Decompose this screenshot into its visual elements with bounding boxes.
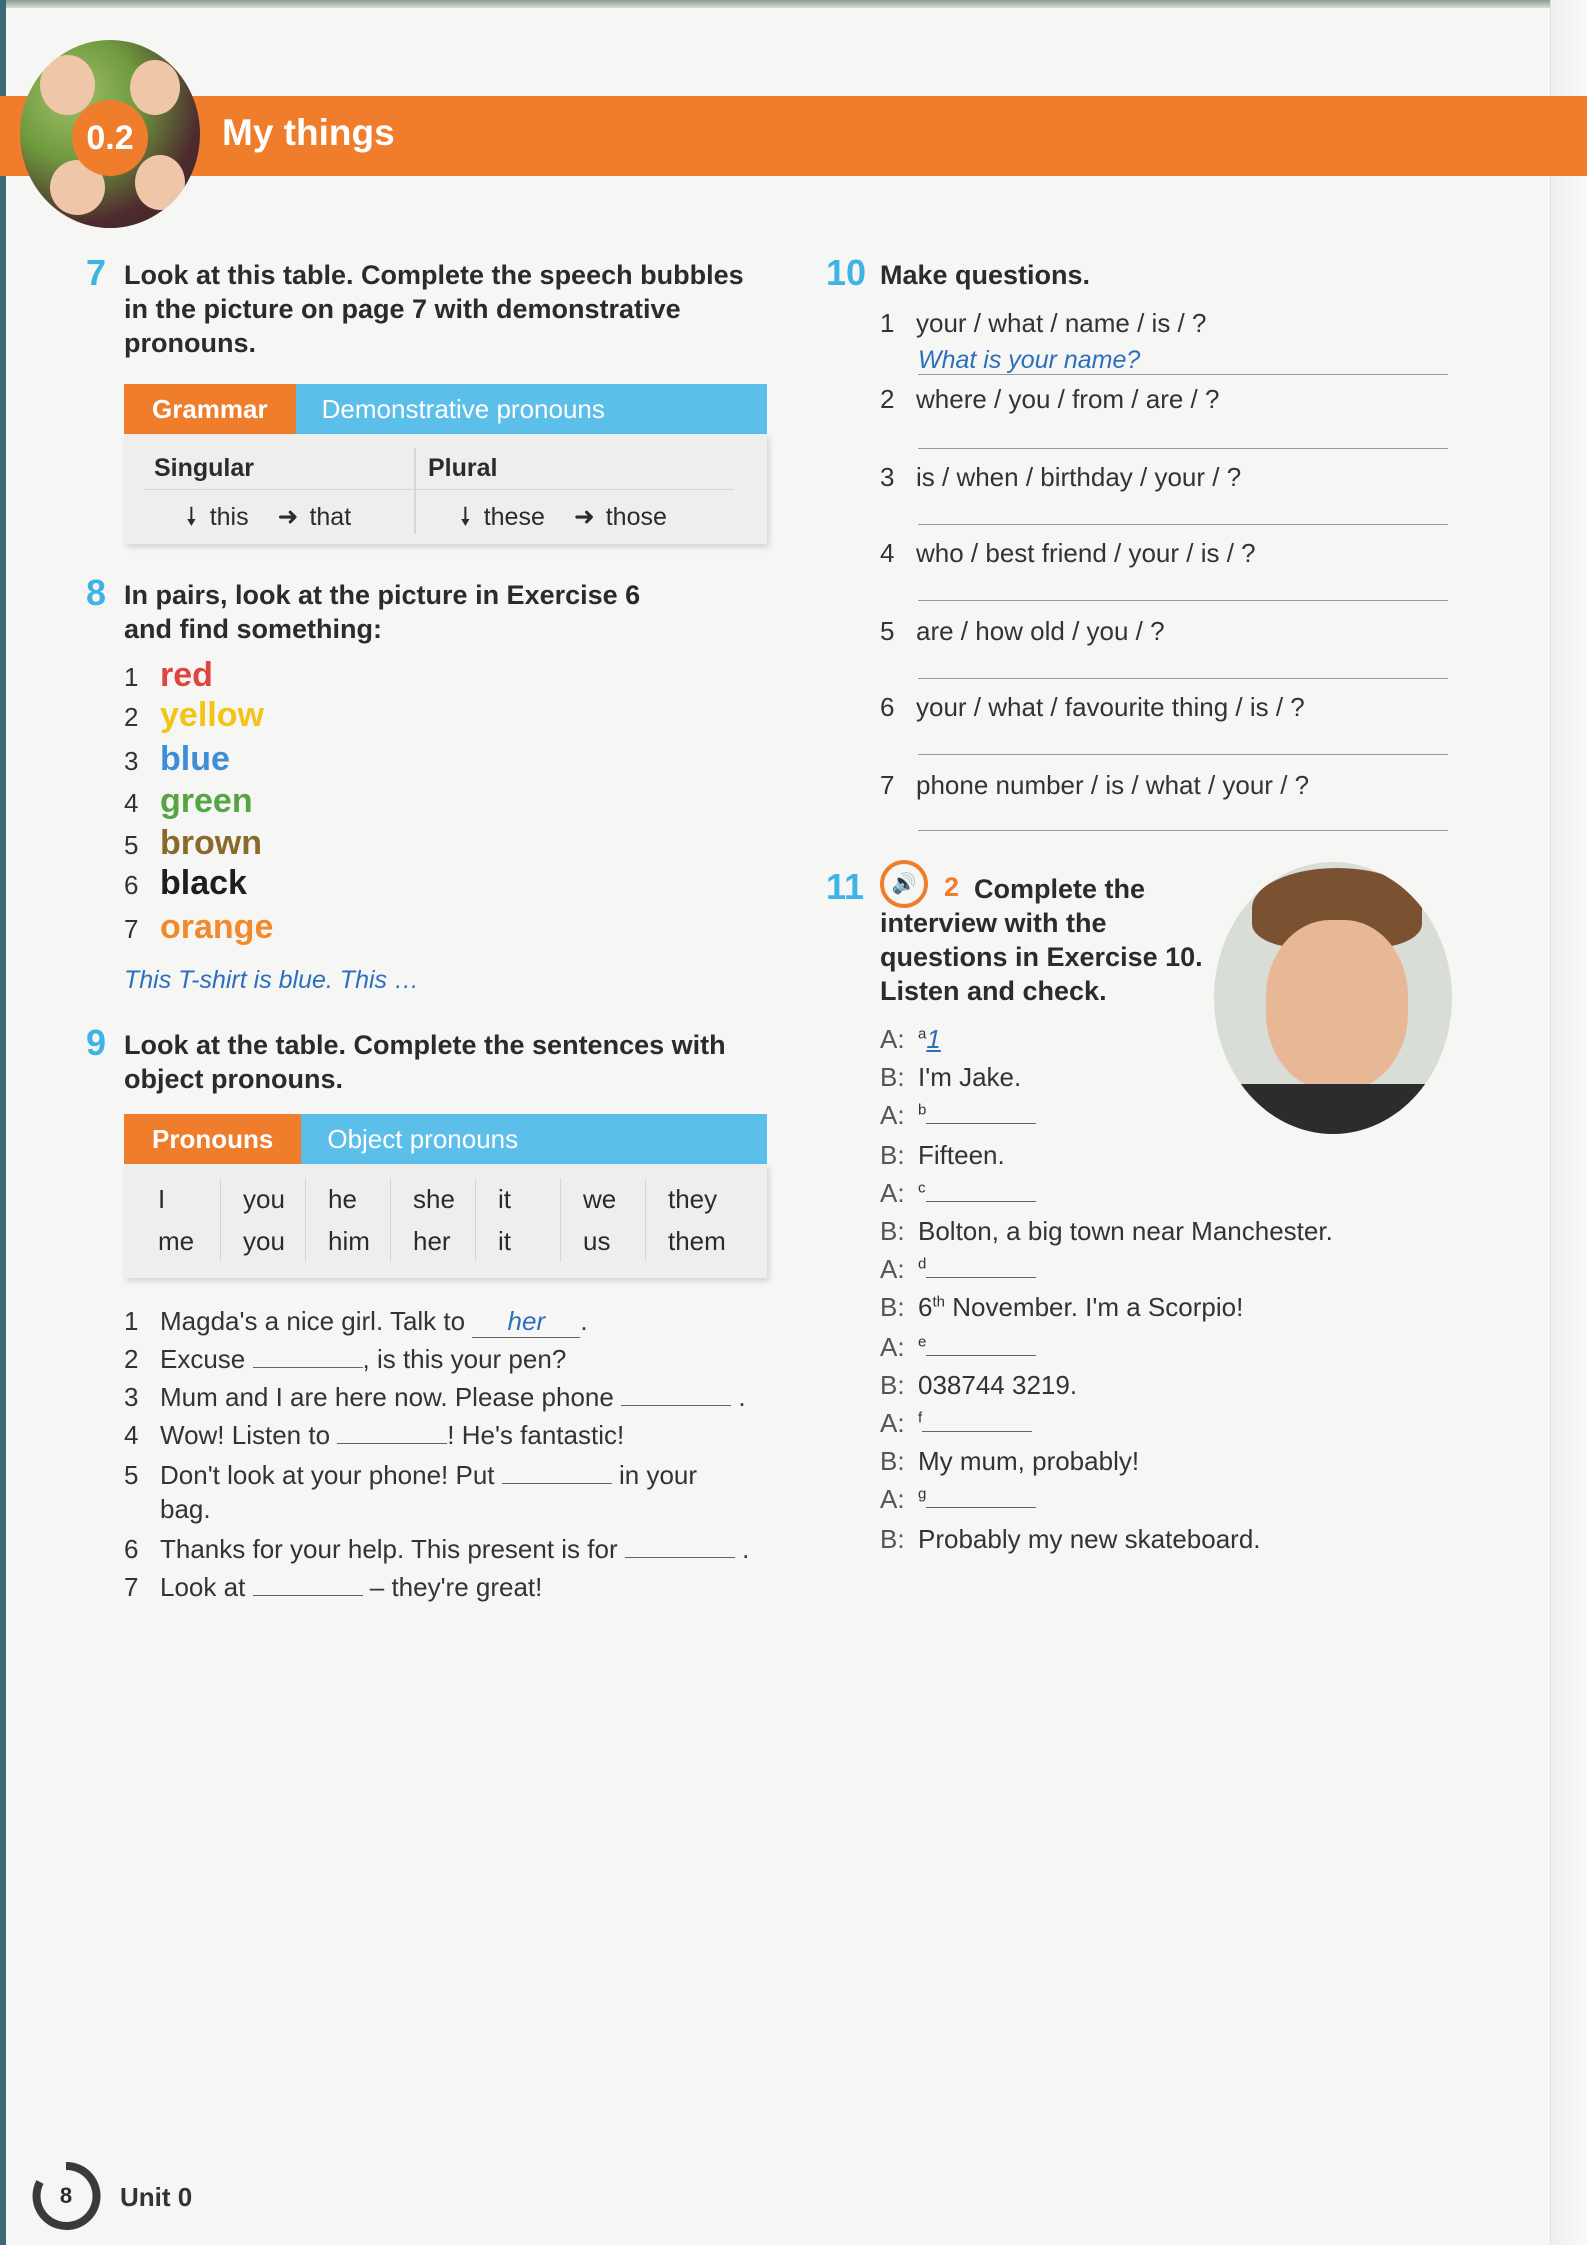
ex9-item-1: 1 Magda's a nice girl. Talk to her . <box>124 1306 588 1336</box>
pronoun-that: that <box>309 503 352 531</box>
interviewee-photo <box>1214 862 1452 1134</box>
exercise-8-instruction: In pairs, look at the picture in Exercise 6 and find something: <box>124 580 641 644</box>
pronouns-box-body <box>124 1164 767 1278</box>
answer-blank[interactable] <box>922 1413 1032 1432</box>
grammar-box-header <box>124 384 767 434</box>
dialogue-line: B: My mum, probably! <box>880 1446 1140 1476</box>
right-arrow-icon: ➜ <box>277 503 299 531</box>
dialogue-line: B: Probably my new skateboard. <box>880 1524 1261 1554</box>
answer-blank[interactable]: 1 <box>926 1024 941 1054</box>
answer-blank[interactable] <box>926 1105 1036 1124</box>
answer-line[interactable] <box>918 600 1448 601</box>
answer-blank[interactable] <box>337 1425 447 1444</box>
answer-blank[interactable] <box>253 1349 363 1368</box>
dialogue-line: B: I'm Jake. <box>880 1062 1022 1092</box>
ex10-item-7: 7 phone number / is / what / your / ? <box>880 770 1310 800</box>
grammar-title: Demonstrative pronouns <box>296 384 767 434</box>
answer-blank[interactable] <box>621 1387 731 1406</box>
colour-word: black <box>160 864 247 902</box>
right-arrow-icon: ➜ <box>573 503 595 531</box>
answer-blank[interactable] <box>926 1183 1036 1202</box>
dialogue-line: A: $^c$ <box>880 1178 1036 1209</box>
exercise-11-instruction: Complete the interview with the questions in Exercise 10. Listen and check. <box>880 874 1203 1006</box>
page-left-edge <box>0 0 6 2245</box>
pronoun-these: these <box>483 503 545 531</box>
colour-word: brown <box>160 824 262 862</box>
dialogue-line: A: $^d$ <box>880 1254 1036 1285</box>
answer-line[interactable] <box>918 374 1448 375</box>
pronoun-this: this <box>209 503 249 531</box>
dialogue-line: B: Fifteen. <box>880 1140 1005 1170</box>
answer-blank[interactable] <box>253 1577 363 1596</box>
ex10-item-2: 2 where / you / from / are / ? <box>880 384 1220 414</box>
audio-icon[interactable]: 🔊 <box>880 860 928 908</box>
answer-line[interactable] <box>918 448 1448 449</box>
pronouns-box-header <box>124 1114 767 1164</box>
object-pronouns-row: me you him her it us them <box>136 1220 730 1262</box>
answer-blank[interactable] <box>502 1465 612 1484</box>
colour-item-1: 1 red <box>124 656 213 694</box>
dialogue-line: B: Bolton, a big town near Manchester. <box>880 1216 1333 1246</box>
colour-word: yellow <box>160 696 264 734</box>
exercise-8-number: 8 <box>86 572 107 613</box>
exercise-7-instruction: Look at this table. Complete the speech bubbles in the picture on page 7 with demonstrative pronouns. <box>124 260 744 358</box>
exercise-9-instruction: Look at the table. Complete the sentences with object pronouns. <box>124 1030 726 1094</box>
colour-word: orange <box>160 908 274 946</box>
ex9-item-6: 6 Thanks for your help. This present is for . <box>124 1534 750 1564</box>
exercise-7-number: 7 <box>86 252 107 293</box>
lesson-title: My things <box>222 112 395 153</box>
pronouns-label: Pronouns <box>124 1114 301 1164</box>
answer-line[interactable] <box>918 754 1448 755</box>
page-top-edge <box>0 0 1587 8</box>
dialogue-line: A: $^g$ <box>880 1484 1036 1515</box>
grammar-box-body <box>124 434 767 544</box>
down-arrow-icon: 🠗 <box>460 503 471 531</box>
dialogue-line: A: $^a$1 <box>880 1024 941 1054</box>
page-right-margin <box>1550 0 1587 2245</box>
singular-heading: Singular <box>154 454 255 482</box>
answer-blank[interactable] <box>625 1539 735 1558</box>
page-number-badge <box>30 2160 102 2232</box>
exercise-8-example: This T-shirt is blue. This … <box>124 966 419 994</box>
colour-item-3: 3 blue <box>124 740 230 778</box>
dialogue-line: A: $^f$ <box>880 1408 1032 1439</box>
ex10-answer-1: What is your name? <box>918 346 1141 374</box>
colour-word: red <box>160 656 213 694</box>
answer-blank[interactable] <box>926 1337 1036 1356</box>
down-arrow-icon: 🠗 <box>186 503 197 531</box>
dialogue-line: B: 038744 3219. <box>880 1370 1078 1400</box>
dialogue-line: A: $^b$ <box>880 1100 1036 1131</box>
dialogue-line: A: $^e$ <box>880 1332 1036 1363</box>
ex9-item-2: 2 Excuse , is this your pen? <box>124 1344 567 1374</box>
colour-item-7: 7 orange <box>124 908 274 946</box>
lesson-badge: 0.2 <box>72 100 148 176</box>
ex9-item-5-continued: bag. <box>160 1494 211 1524</box>
colour-word: blue <box>160 740 230 778</box>
colour-word: green <box>160 782 253 820</box>
plural-heading: Plural <box>428 454 498 482</box>
exercise-10-number: 10 <box>826 252 867 293</box>
pronouns-table <box>136 1178 730 1262</box>
dialogue-line: B: 6th November. I'm a Scorpio! <box>880 1292 1244 1322</box>
ex9-item-7: 7 Look at – they're great! <box>124 1572 543 1602</box>
answer-blank[interactable] <box>926 1259 1036 1278</box>
exercise-10-instruction: Make questions. <box>880 260 1091 290</box>
answer-line[interactable] <box>918 524 1448 525</box>
ex9-item-5: 5 Don't look at your phone! Put in your <box>124 1460 698 1490</box>
exercise-9-number: 9 <box>86 1022 107 1063</box>
ex9-item-3: 3 Mum and I are here now. Please phone . <box>124 1382 746 1412</box>
subject-pronouns-row: I you he she it we they <box>136 1178 730 1220</box>
page-number: 8 <box>59 2183 73 2208</box>
answer-blank[interactable] <box>926 1489 1036 1508</box>
answer-blank[interactable]: her <box>472 1306 580 1338</box>
ex9-item-4: 4 Wow! Listen to ! He's fantastic! <box>124 1420 625 1450</box>
unit-label: Unit 0 <box>120 2182 193 2212</box>
colour-item-4: 4 green <box>124 782 253 820</box>
ex10-item-1: 1 your / what / name / is / ? <box>880 308 1207 338</box>
ex10-item-3: 3 is / when / birthday / your / ? <box>880 462 1242 492</box>
pronouns-title: Object pronouns <box>301 1114 767 1164</box>
ex10-item-6: 6 your / what / favourite thing / is / ? <box>880 692 1305 722</box>
exercise-11-number: 11 <box>826 866 865 907</box>
ex10-item-5: 5 are / how old / you / ? <box>880 616 1165 646</box>
colour-item-6: 6 black <box>124 864 247 902</box>
ex10-item-4: 4 who / best friend / your / is / ? <box>880 538 1256 568</box>
colour-item-2: 2 yellow <box>124 696 264 734</box>
answer-line[interactable] <box>918 678 1448 679</box>
answer-line[interactable] <box>918 830 1448 831</box>
grammar-label: Grammar <box>124 384 296 434</box>
pronoun-those: those <box>605 503 667 531</box>
audio-track-number: 2 <box>944 872 960 902</box>
colour-item-5: 5 brown <box>124 824 262 862</box>
